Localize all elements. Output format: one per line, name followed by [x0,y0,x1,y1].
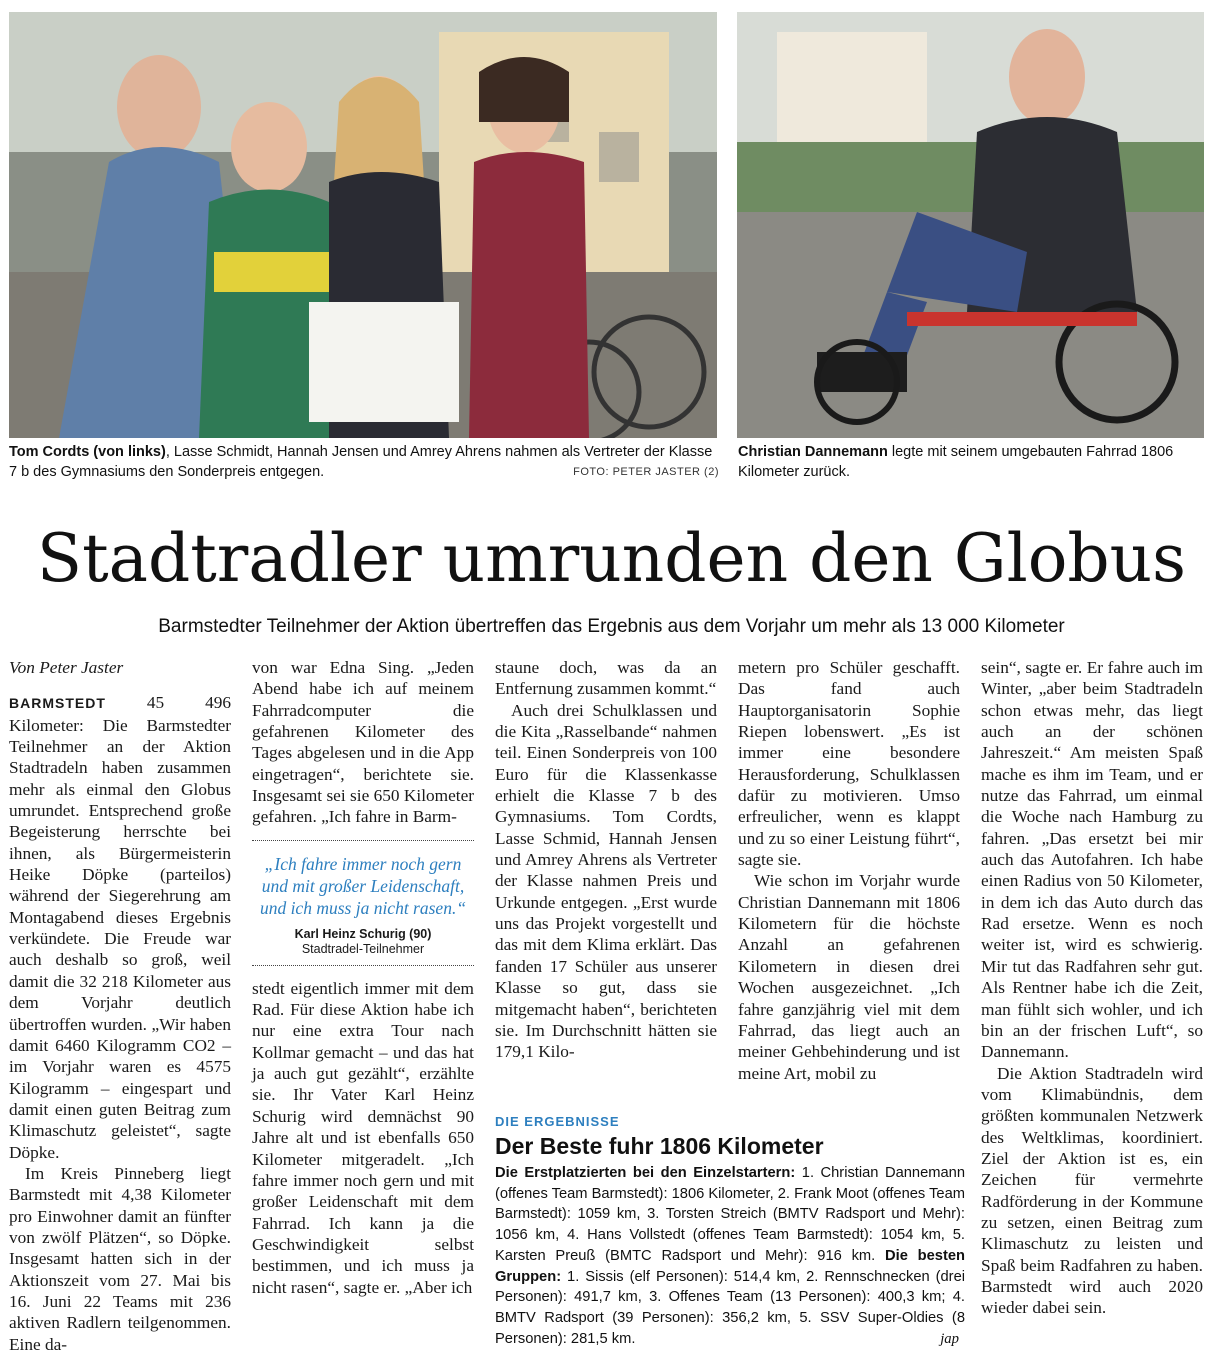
paragraph: Wie schon im Vorjahr wurde Christian Dannemann mit 1806 Kilometern für die höchste Anzahl an gefahrenen Kilometern in diesen drei Wochen ausgezeichnet. „Ich fahre ganzjährig viel mit dem Fahrrad, das liegt auch an meiner Gehbehinderung und ist meine Art, mobil zu [738,871,960,1083]
pull-quote-text: „Ich fahre immer noch gern und mit großer Leidenschaft, und ich muss ja nicht rasen.“ [259,853,467,918]
paragraph: Im Kreis Pinneberg liegt Barmstedt mit 4,38 Kilometer pro Einwohner damit an fünfter von zwölf Plätzen“, so Döpke. Insgesamt hatten sich in der Aktionszeit vom 27. Mai bis 16. Juni 22 Teams mit 236 aktiven Radlern teilgenommen. Eine da- [9,1163,231,1354]
caption-left-text: , Lasse Schmidt, Hannah Jensen und Amrey Ahrens nahmen als Vertreter der Klasse 7 b des Gymnasiums den Sonderpreis entgegen. [9,444,713,480]
paragraph: metern pro Schüler geschafft. Das fand auch Hauptorganisatorin Sophie Riepen lobenswert. „Es ist immer eine besondere Herausforderung, Schulklassen dafür zu motivieren. Umso erfreulicher, wenn es klappt und zu so einer Leistung führt“, sagte sie. [738,658,960,870]
results-individuals: 1. Christian Dannemann (offenes Team Barmstedt): 1806 Kilometer, 2. Frank Moot (offenes Team Barmstedt): 1059 km, 3. Torsten Streich (BMTV Radsport und Mehr): 1056 km, 4. Hans Vollstedt (offenes Team Barmstedt): 1054 km, 5. Karsten Preuß (BMTC Radsport und Mehr): 916 km. [495,1165,966,1264]
caption-right-name: Christian Dannemann [738,444,888,460]
results-lead: Die Erstplatzierten bei den Einzelstartern: [495,1165,796,1181]
byline: Von Peter Jaster [9,658,124,677]
caption-left-names: Tom Cordts (von links) [9,444,166,460]
dateline: BARMSTEDT [9,695,106,712]
caption-right-text: legte mit seinem umgebauten Fahrrad 1806 Kilometer zurück. [738,444,1174,480]
article-column-5 [981,657,1203,1319]
paragraph: Die Aktion Stadtradeln wird vom Klimabündnis, dem größten kommunalen Netzwerk des Weltklimas, koordiniert. Ziel der Aktion ist es, ein Zeichen für vermehrte Radförderung in der Kommune zu setzen, einen Beitrag zum Klimaschutz zu leisten und Spaß beim Radfahren zu haben. Barmstedt wird auch 2020 wieder dabei sein. [981,1063,1203,1318]
results-box [495,1113,965,1349]
article-column-1 [9,657,231,1355]
results-groups: 1. Sissis (elf Personen): 514,4 km, 2. Rennschnecken (drei Personen): 491,7 km, 3. Offenes Team (13 Personen): 400,3 km; 4. BMTV Radsport (39 Personen): 356,2 km, 5. SSV Super-Oldies (8 Personen): 281,5 km. [495,1268,965,1347]
pull-quote-author: Karl Heinz Schurig (90) [294,926,432,941]
paragraph [9,692,231,1163]
results-title: Der Beste fuhr 1806 Kilometer [495,1133,824,1159]
photo-caption-left [9,442,719,482]
photo-caption-right [738,442,1208,482]
subheadline: Barmstedter Teilnehmer der Aktion übertreffen das Ergebnis aus dem Vorjahr um mehr als 13 000 Kilometer [158,616,1065,637]
paragraph: Auch drei Schulklassen und die Kita „Rasselbande“ nahmen teil. Einen Sonderpreis von 100 Euro für die Klassenkasse erhielt die Klasse 7 b des Gymnasiums. Tom Cordts, Lasse Schmid, Hannah Jensen und Amrey Ahrens als Vertreter der Klasse nahmen Preis und Urkunde entgegen. „Erst wurde uns das Projekt vorgestellt und das mit dem Klima erklärt. Das fanden 17 Schüler aus unserer Klasse so gut, dass sie mitgemacht haben“, berichteten sie. Im Durchschnitt hätten sie 179,1 Kilo- [495,700,717,1062]
pull-quote [252,840,474,966]
results-kicker: DIE ERGEBNISSE [495,1114,620,1129]
article-column-2 [252,657,474,1298]
author-sign: jap [940,1330,959,1347]
photo-students [9,12,717,438]
results-body [495,1163,965,1349]
paragraph-text: 45 496 Kilometer: Die Barmstedter Teilnehmer an der Aktion Stadtradeln haben zusammen mehr als einmal den Globus umrundet. Entsprechend große Begeisterung herrschte bei ihnen, als Bürgermeisterin Heike Döpke (parteilos) während der Siegerehrung am Montagabend dieses Ergebnis verkündete. Die Freude war auch deshalb so groß, weil damit die 32 218 Kilometer aus dem Vorjahr deutlich übertroffen wurden. „Wir haben damit 6460 Kilogramm CO2 – im Vorjahr waren es 4575 Kilogramm – eingespart und damit einen guten Beitrag zum Klimaschutz geleistet“, sagte Döpke. [9,693,231,1162]
article-column-3 [495,657,717,1063]
paragraph: stedt eigentlich immer mit dem Rad. Für diese Aktion habe ich nur eine extra Tour nach Kollmar gemacht – und das hat ja auch gut gezählt“, erzählte sie. Ihr Vater Karl Heinz Schurig wird demnächst 90 Jahre alt und ist ebenfalls 650 Kilometer mitgeradelt. „Ich fahre immer noch gern und mit großer Leidenschaft mit dem Fahrrad. Ich kann ja die Geschwindigkeit selbst bestimmen, und ich muss ja nicht rasen“, sagte er. „Aber ich [252,978,474,1297]
paragraph: sein“, sagte er. Er fahre auch im Winter, „aber beim Stadtradeln schon etwas mehr, das liegt auch an der schönen Jahreszeit.“ Am meisten Spaß mache es ihm im Team, und er nutze das Fahrrad, um einmal die Woche nach Hamburg zu fahren. „Das ersetzt bei mir auch das Autofahren. Ich habe einen Radius von 50 Kilometer, in dem ich das Auto durch das Rad ersetze. Wenn es noch weiter ist, wird es schwierig. Mir tut das Radfahren sehr gut. Als Rentner habe ich die Zeit, man fühlt sich wohler, und ich bin an der frischen Luft“, so Dannemann. [981,658,1203,1062]
results-groups-label: Die besten Gruppen: [495,1247,966,1285]
article-column-4 [738,657,960,1084]
photo-credit: FOTO: PETER JASTER (2) [573,466,719,478]
photo-cyclist [737,12,1204,438]
paragraph: staune doch, was da an Entfernung zusammen kommt.“ [495,658,717,699]
pull-quote-role: Stadtradel-Teilnehmer [301,941,425,956]
paragraph: von war Edna Sing. „Jeden Abend habe ich auf meinem Fahrradcomputer die gefahrenen Kilometer des Tages abgelesen und in die App eingetragen“, berichtete sie. Insgesamt sei sie 650 Kilometer gefahren. „Ich fahre in Barm- [252,658,474,827]
headline: Stadtradler umrunden den Globus [36,520,1187,597]
